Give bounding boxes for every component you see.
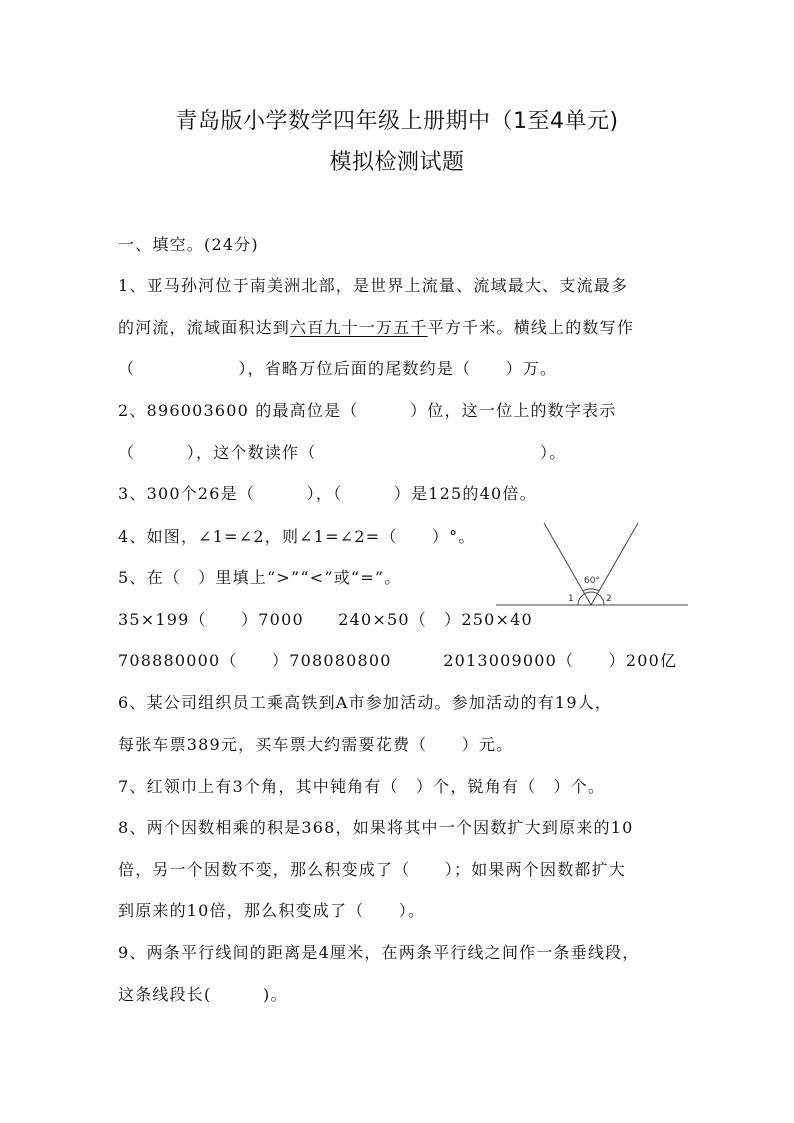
angle-arc-lower: [578, 592, 604, 605]
question-7: 7、红领巾上有3个角，其中钝角有（ ）个，锐角有（ ）个。: [118, 777, 606, 796]
right-ray: [591, 523, 638, 605]
question-5-line-3: 708880000（ ）708080800 2013009000（ ）200亿: [118, 651, 678, 670]
underlined-number-words: 六百九十一万五千: [290, 318, 428, 337]
question-1-text: 的河流，流域面积达到: [118, 318, 291, 337]
question-6-line-2: 每张车票389元，买车票大约需要花费（ ）元。: [118, 735, 514, 754]
question-1-line-2: [118, 315, 634, 338]
question-1-text-cont: 平方千米。横线上的数写作: [427, 318, 635, 337]
page-subtitle: 模拟检测试题: [329, 150, 465, 175]
question-2-line-2: （ ），这个数读作（ ）。: [118, 443, 567, 462]
question-1-line-3: （ ），省略万位后面的尾数约是（ ）万。: [118, 359, 558, 378]
question-5-line-1: 5、在（ ）里填上“>”“<”或“=”。: [118, 568, 402, 587]
angle-label-1: 1: [568, 594, 574, 604]
question-8-line-3: 到原来的10倍，那么积变成了（ ）。: [118, 901, 426, 920]
angle-arc-top: [583, 589, 599, 591]
question-4: 4、如图，∠1=∠2，则∠1=∠2=（ ）°。: [118, 527, 476, 546]
question-9-line-1: 9、两条平行线间的距离是4厘米，在两条平行线之间作一条垂线段，: [118, 943, 640, 962]
question-9-line-2: 这条线段长( )。: [118, 985, 288, 1004]
question-5-line-2: 35×199（ ）7000 240×50（ ）250×40: [118, 610, 533, 629]
question-8-line-2: 倍，另一个因数不变，那么积变成了（ ）；如果两个因数都扩大: [118, 860, 627, 879]
angle-label-60: 60°: [584, 576, 600, 586]
angle-diagram: [492, 515, 690, 613]
left-ray: [544, 523, 591, 605]
question-1-line-1: 1、亚马孙河位于南美洲北部，是世界上流量、流域最大、支流最多: [118, 276, 629, 295]
question-3: 3、300个26是（ ），（ ）是125的40倍。: [118, 484, 537, 503]
page-title: 青岛版小学数学四年级上册期中（1至4单元): [175, 109, 619, 134]
angle-label-2: 2: [606, 594, 612, 604]
question-2-line-1: 2、896003600 的最高位是（ ）位，这一位上的数字表示: [118, 401, 617, 420]
question-6-line-1: 6、某公司组织员工乘高铁到A市参加活动。参加活动的有19人，: [118, 693, 613, 712]
section-heading: 一、填空。(24分): [118, 235, 259, 254]
question-8-line-1: 8、两个因数相乘的积是368，如果将其中一个因数扩大到原来的10: [118, 818, 634, 837]
